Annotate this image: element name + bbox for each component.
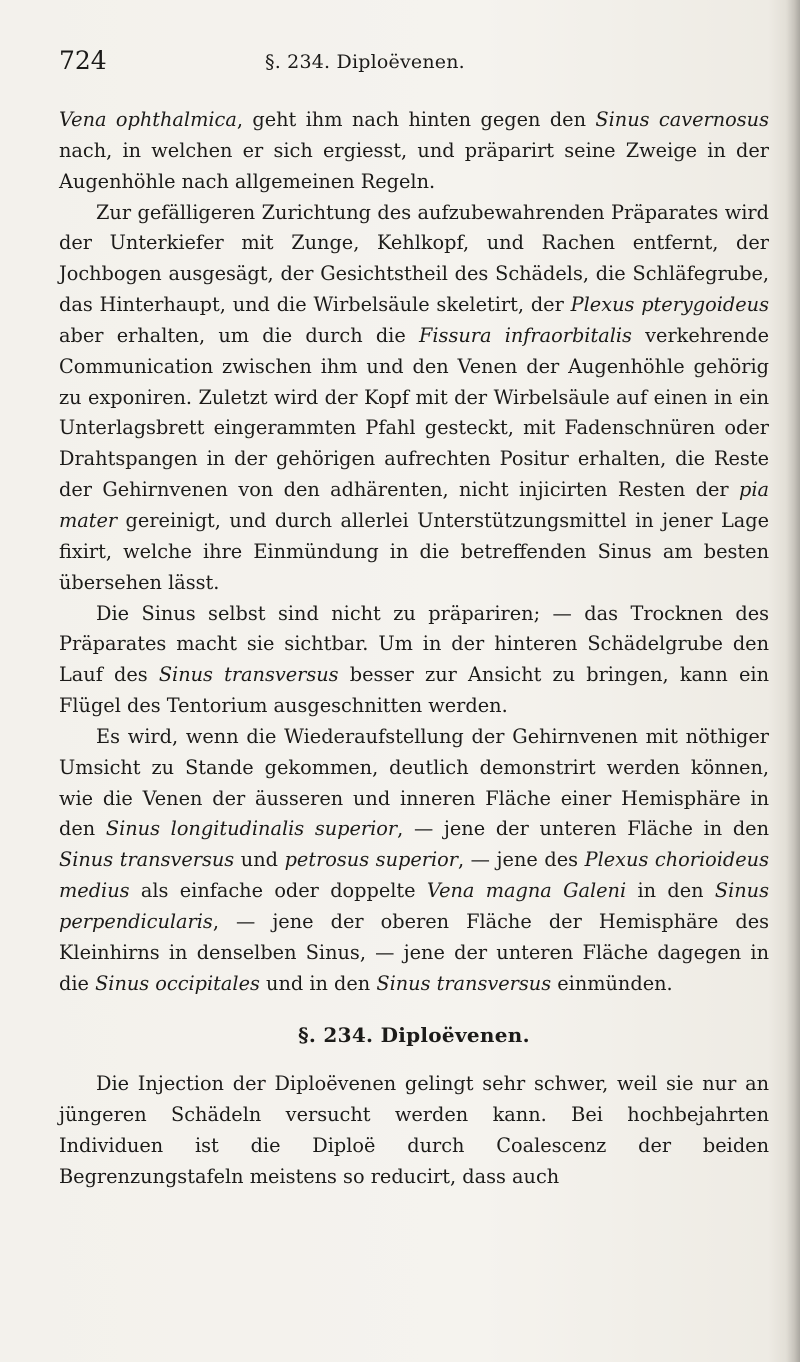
page-number: 724	[59, 46, 107, 75]
text-run: , — jene des	[457, 848, 585, 872]
running-head: §. 234. Diploëvenen.	[265, 51, 465, 73]
text-run: Es wird, wenn die Wiederaufstellung der Gehirnvenen mit nöthiger Umsicht zu Stande gekommen, deutlich demonstrirt werden können, wie die Venen der äusseren und inneren Fläche einer Hemisphäre in den	[59, 724, 769, 841]
text-run: als einfache oder doppelte	[129, 879, 427, 903]
text-run: verkehrende Communication zwischen ihm und den Venen der Augenhöhle gehörig zu exponiren. Zuletzt wird der Kopf mit der Wirbelsäule auf einen in ein Unterlagsbrett eingerammten Pfahl gesteckt, mit Fadenschnüren oder Drahtspangen in der gehörigen aufrechten Positur erhalten, die Reste der Gehirnvenen von den adhärenten, nicht injicirten Resten der	[59, 323, 769, 502]
italic-term: Sinus occipitales	[95, 971, 260, 995]
italic-term: Plexus chorioideus medius	[59, 848, 769, 903]
italic-term: Sinus transversus	[158, 663, 339, 687]
paragraph-1	[59, 105, 769, 198]
text-run: aber erhalten, um die durch die	[59, 323, 419, 347]
paragraph-3	[59, 599, 769, 722]
italic-term: Sinus longitudinalis superior	[105, 817, 398, 841]
page-edge-shadow	[786, 0, 800, 1362]
italic-term: Sinus cavernosus	[595, 108, 769, 131]
italic-term: Vena ophthalmica	[59, 108, 237, 131]
section-heading: §. 234. Diploëvenen.	[298, 1023, 530, 1048]
text-run: und	[234, 848, 285, 872]
body-text	[59, 105, 769, 1193]
italic-term: Fissura infraorbitalis	[419, 323, 632, 347]
page-header	[59, 46, 759, 86]
text-run: , — jene der oberen Fläche der Hemisphäre des Kleinhirns in denselben Sinus, — jene der unteren Fläche dagegen in die	[59, 909, 769, 995]
text-run: gereinigt, und durch allerlei Unterstützungsmittel in jener Lage fixirt, welche ihre Einmündung in die betreffenden Sinus am besten übersehen lässt.	[59, 508, 769, 594]
text-run: einmünden.	[551, 971, 673, 995]
section-paragraph-1	[59, 1069, 769, 1192]
text-run: Die Injection der Diploëvenen gelingt sehr schwer, weil sie nur an jüngeren Schädeln versucht werden kann. Bei hochbejahrten Individuen ist die Diploë durch Coalescenz der beiden Begrenzungstafeln meistens so reducirt, dass auch	[59, 1072, 769, 1188]
text-run: Zur gefälligeren Zurichtung des aufzubewahrenden Präparates wird der Unterkiefer mit Zunge, Kehlkopf, und Rachen entfernt, der Jochbogen ausgesägt, der Gesichtstheil des Schädels, die Schläfegrube, das Hinterhaupt, und die Wirbelsäule skeletirt, der	[59, 200, 769, 317]
italic-term: Sinus transversus	[59, 848, 235, 872]
text-run: und in den	[259, 971, 377, 995]
text-run: in den	[626, 879, 715, 903]
italic-term: Sinus perpendicularis	[59, 879, 769, 933]
text-run: besser zur Ansicht zu bringen, kann ein Flügel des Tentorium ausgeschnitten werden.	[59, 663, 769, 718]
text-run: , geht ihm nach hinten gegen den	[236, 108, 596, 131]
italic-term: Sinus transversus	[376, 971, 552, 995]
text-run: , — jene der unteren Fläche in den	[397, 817, 769, 841]
paragraph-2	[59, 198, 769, 599]
text-run: Die Sinus selbst sind nicht zu präpariren; — das Trocknen des Präparates macht sie sichtbar. Um in der hinteren Schädelgrube den Lauf des	[59, 601, 769, 687]
italic-term: Vena magna Galeni	[426, 879, 627, 903]
italic-term: pia mater	[59, 478, 769, 532]
italic-term: Plexus pterygoideus	[570, 293, 769, 317]
text-run: nach, in welchen er sich ergiesst, und präparirt seine Zweige in der Augenhöhle nach allgemeinen Regeln.	[59, 138, 769, 193]
italic-term: petrosus superior	[284, 848, 458, 872]
paragraph-4	[59, 722, 769, 1000]
